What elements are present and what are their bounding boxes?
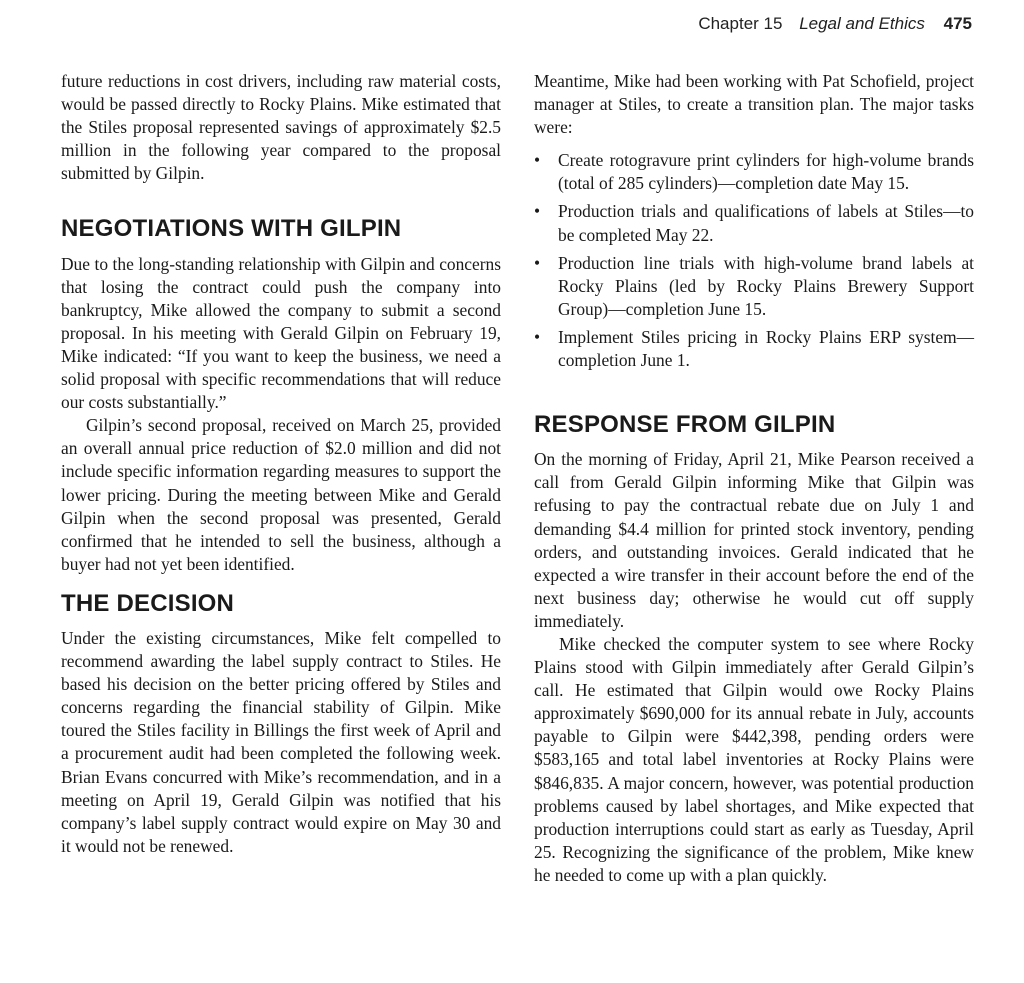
section-title: Legal and Ethics [799,14,925,33]
task-item [534,326,974,372]
decision-heading: THE DECISION [61,589,235,617]
negotiations-heading: NEGOTIATIONS WITH GILPIN [61,215,402,243]
decision-paragraph: Under the existing circumstances, Mike felt compelled to recommend awarding the label supply contract to Stiles. He based his decision on the better pricing offered by Stiles and concerns regarding the financial stability of Gilpin. Mike toured the Stiles facility in Billings the first week of April and a procurement audit had been completed the following week. Brian Evans concurred with Mike’s recommendation, and in a meeting on April 19, Gerald Gilpin was notified that his company’s label supply contract would expire on May 30 and it would not be renewed. [61,627,501,856]
task-text: Implement Stiles pricing in Rocky Plains ERP system—completion June 1. [558,326,974,371]
task-text: Create rotogravure print cylinders for high-volume brands (total of 285 cylinders)—completion date May 15. [558,150,974,194]
response-paragraph-2: Mike checked the computer system to see where Rocky Plains stood with Gilpin immediately after Gerald Gilpin’s call. He estimated that Gilpin would owe Rocky Plains approximately $690,000 for its annual rebate in July, accounts payable to Gilpin were $442,398, pending orders were $583,165 and total label inventories at Rocky Plains were $846,835. A major concern, however, was potential production problems caused by label shortages, and Mike expected that production interruptions could start as early as Tuesday, April 25. Recognizing the significance of the problem, Mike knew he needed to come up with a plan quickly. [534,633,974,885]
running-header [698,14,972,34]
left-column [61,70,501,858]
bullet-icon: • [534,150,541,171]
bullet-icon: • [534,252,541,273]
task-text: Production trials and qualifications of labels at Stiles—to be completed May 22. [558,201,974,245]
task-item [534,200,974,246]
task-list [534,149,974,372]
transition-paragraph: Meantime, Mike had been working with Pat Schofield, project manager at Stiles, to create a transition plan. The major tasks were: [534,71,974,138]
bullet-icon: • [534,326,541,347]
page-number: 475 [943,14,972,33]
response-heading: RESPONSE FROM GILPIN [534,411,836,439]
task-text: Production line trials with high-volume brand labels at Rocky Plains (led by Rocky Plains Brewery Support Group)—completion June 15. [558,252,974,319]
chapter-label: Chapter 15 [698,14,783,33]
response-paragraph-1: On the morning of Friday, April 21, Mike Pearson received a call from Gerald Gilpin informing Mike that Gilpin was refusing to pay the contractual rebate due on July 1 and demanding $4.4 million for printed stock inventory, pending orders, and outstanding invoices. Gerald indicated that he expected a wire transfer in their account before the end of the next business day; otherwise he would cut off supply immediately. [534,449,974,631]
task-item [534,252,974,321]
negotiations-paragraph-2: Gilpin’s second proposal, received on March 25, provided an overall annual price reduction of $2.0 million and did not include specific information regarding measures to support the lower pricing. During the meeting between Mike and Gerald Gilpin when the second proposal was presented, Gerald confirmed that he intended to sell the business, although a buyer had not yet been identified. [61,415,501,574]
negotiations-paragraph-1: Due to the long-standing relationship with Gilpin and concerns that losing the contract could push the company into bankruptcy, Mike allowed the company to submit a second proposal. In his meeting with Gerald Gilpin on February 19, Mike indicated: “If you want to keep the business, we need a solid proposal with specific recommendations that will reduce our costs substantially.” [61,253,501,413]
bullet-icon: • [534,201,541,222]
task-item [534,149,974,195]
intro-paragraph: future reductions in cost drivers, including raw material costs, would be passed directly to Rocky Plains. Mike estimated that the Stiles proposal represented savings of approximately $2.5 million in the following year compared to the proposal submitted by Gilpin. [61,71,501,184]
right-column [534,70,974,887]
